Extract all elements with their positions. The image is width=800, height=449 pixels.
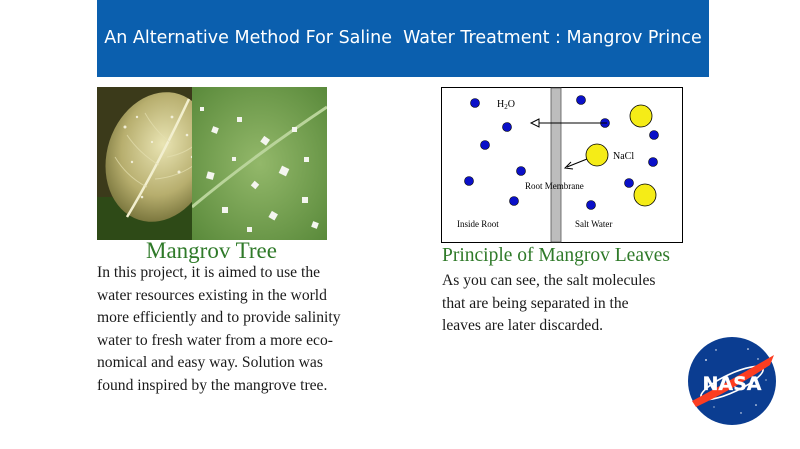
water-molecule xyxy=(649,158,658,167)
membrane-diagram xyxy=(441,87,683,243)
left-caption: Mangrov Tree xyxy=(146,238,277,263)
water-molecule xyxy=(625,179,634,188)
left-body-text xyxy=(97,262,341,397)
water-molecule xyxy=(650,131,659,140)
h2o-label: $H_2O$ xyxy=(497,99,515,111)
leaf-photo-right xyxy=(192,87,327,240)
body-line: more efficiently and to provide salinity xyxy=(97,309,341,326)
body-line: found inspired by the mangrove tree. xyxy=(97,376,328,394)
water-molecule xyxy=(503,123,512,132)
body-line: In this project, it is aimed to use the xyxy=(97,264,321,281)
salt-molecule xyxy=(586,144,608,166)
nasa-wordmark: NASA xyxy=(702,373,762,395)
body-line: water to fresh water from a more eco- xyxy=(97,331,333,349)
salt-molecule xyxy=(630,105,652,127)
water-molecule xyxy=(471,99,480,108)
water-molecule xyxy=(577,96,586,105)
water-molecule xyxy=(465,177,474,186)
root-membrane xyxy=(551,88,561,242)
membrane-label: Root Membrane xyxy=(525,181,584,191)
body-line: that are being separated in the xyxy=(442,294,629,312)
nasa-logo xyxy=(686,335,778,427)
water-molecule xyxy=(587,201,596,210)
water-molecule xyxy=(517,167,526,176)
right-body-text xyxy=(442,270,656,338)
water-molecule xyxy=(510,197,519,206)
salt-water-label: Salt Water xyxy=(575,219,613,229)
body-line: water resources existing in the world xyxy=(97,286,327,304)
page-title: An Alternative Method For Saline Water Treatment : Mangrov Prince xyxy=(104,28,702,48)
nacl-label: NaCl xyxy=(613,151,635,162)
body-line: leaves are later discarded. xyxy=(442,317,604,334)
water-molecule xyxy=(481,141,490,150)
title-banner xyxy=(97,0,709,77)
inside-root-label: Inside Root xyxy=(457,219,499,229)
body-line: As you can see, the salt molecules xyxy=(442,272,656,289)
body-line: nomical and easy way. Solution was xyxy=(97,354,323,371)
salt-molecule xyxy=(634,184,656,206)
right-caption: Principle of Mangrov Leaves xyxy=(442,245,670,266)
